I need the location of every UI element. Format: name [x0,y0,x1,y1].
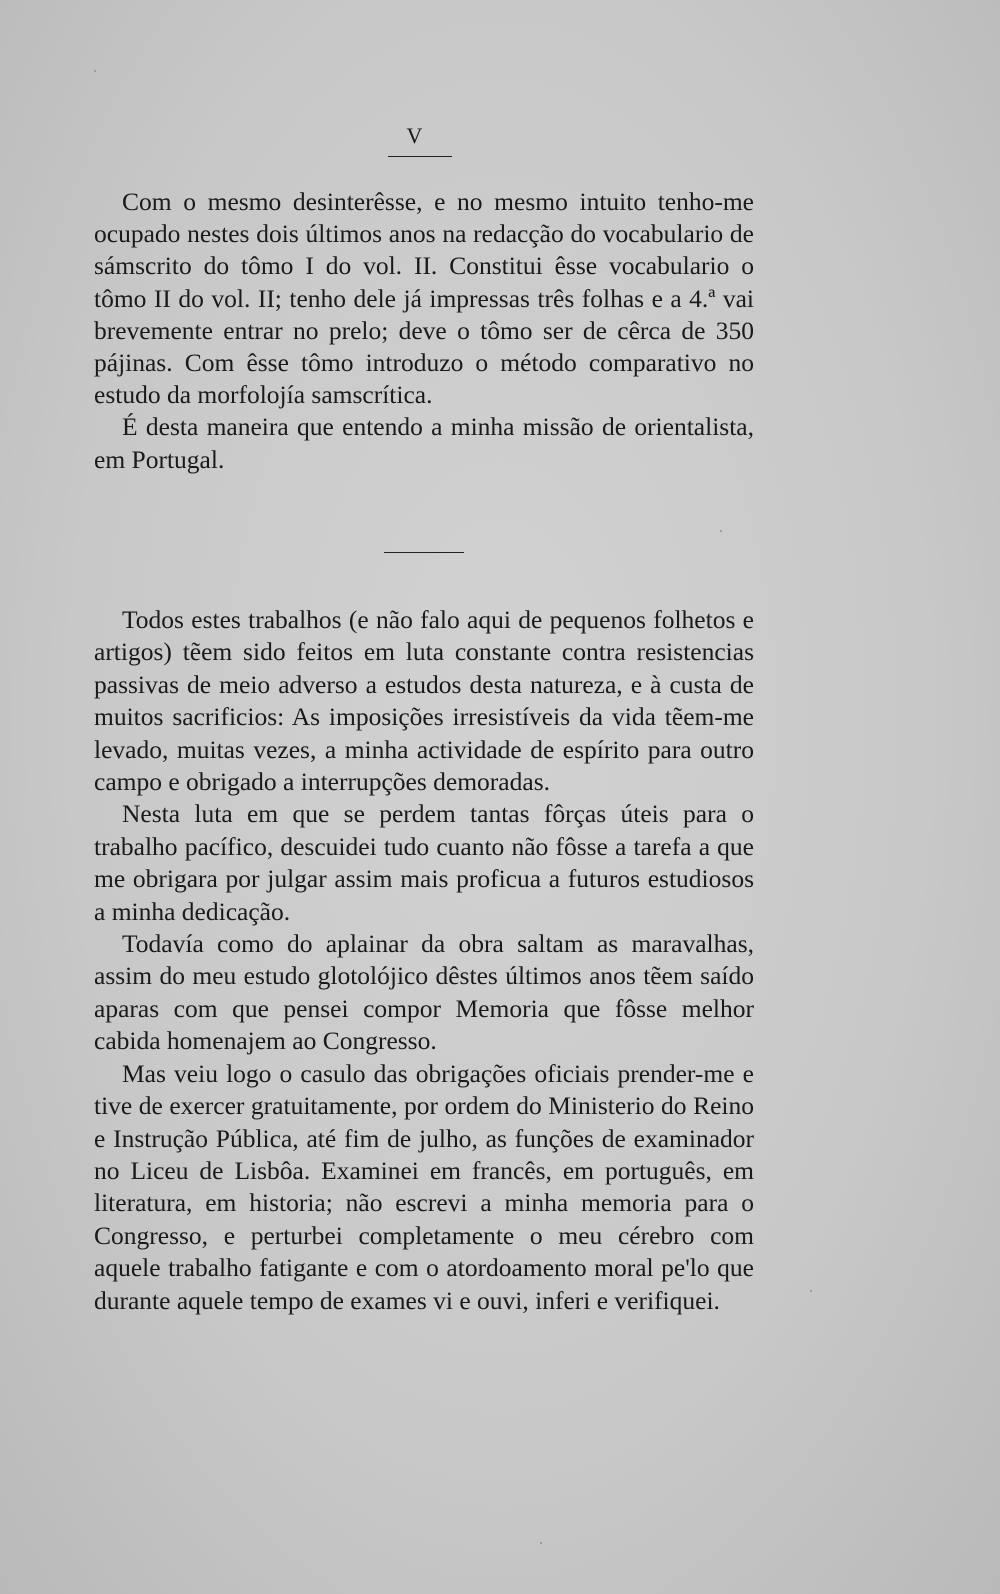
paragraph: Com o mesmo desinterêsse, e no mesmo intuito tenho-me ocupado nestes dois últimos anos na redacção do vocabulario de sámscrito do tômo I do vol. II. Constitui êsse vocabulario o tômo II do vol. II; tenho dele já impressas três folhas e a 4.ª vai brevemente entrar no prelo; deve o tômo ser de cêrca de 350 pájinas. Com êsse tômo introduzo o método comparativo no estudo da morfolojía samscrítica. [94,187,754,410]
paper-speck [810,1290,812,1292]
page-number: V [406,123,424,148]
paper-speck [94,70,96,72]
paragraph: Mas veiu logo o casulo das obrigações oficiais prender-me e tive de exercer gratuitamente, por ordem do Ministerio do Reino e Instrução Pública, até fim de julho, as funções de examinador no Liceu de Lisbôa. Examinei em francês, em português, em literatura, em historia; não escrevi a minha memoria para o Congresso, e perturbei completamente o meu cérebro com aquele trabalho fatigante e com o atordoamento moral pe'lo que durante aquele tempo de exames vi e ouvi, inferi e verifiquei. [94,1058,754,1315]
paper-speck [720,530,722,532]
section-divider [384,552,464,553]
paragraph: Todos estes trabalhos (e não falo aqui de pequenos folhetos e artigos) tẽem sido feitos em luta constante contra resistencias passivas de meio adverso a estudos desta natureza, e à custa de muitos sacrificios: As imposições irresistíveis da vida tẽem-me levado, muitas vezes, a minha actividade de espírito para outro campo e obrigado a interrupções demoradas. [94,605,754,797]
section-2-text [94,604,754,1317]
paper-speck [540,1542,542,1544]
paragraph: Nesta luta em que se perdem tantas fôrças úteis para o trabalho pacífico, descuidei tudo cuanto não fôsse a tarefa a que me obrigara por julgar assim mais proficua a futuros estudiosos a minha dedicação. [94,799,754,926]
paragraph: Todavía como do aplainar da obra saltam as maravalhas, assim do meu estudo glotolójico dêstes últimos anos tẽem saído aparas com que pensei compor Memoria que fôsse melhor cabida homenajem ao Congresso. [94,929,754,1056]
paragraph: É desta maneira que entendo a minha missão de orientalista, em Portugal. [94,412,754,474]
section-1-text [94,186,754,476]
page-number-rule [388,156,452,157]
